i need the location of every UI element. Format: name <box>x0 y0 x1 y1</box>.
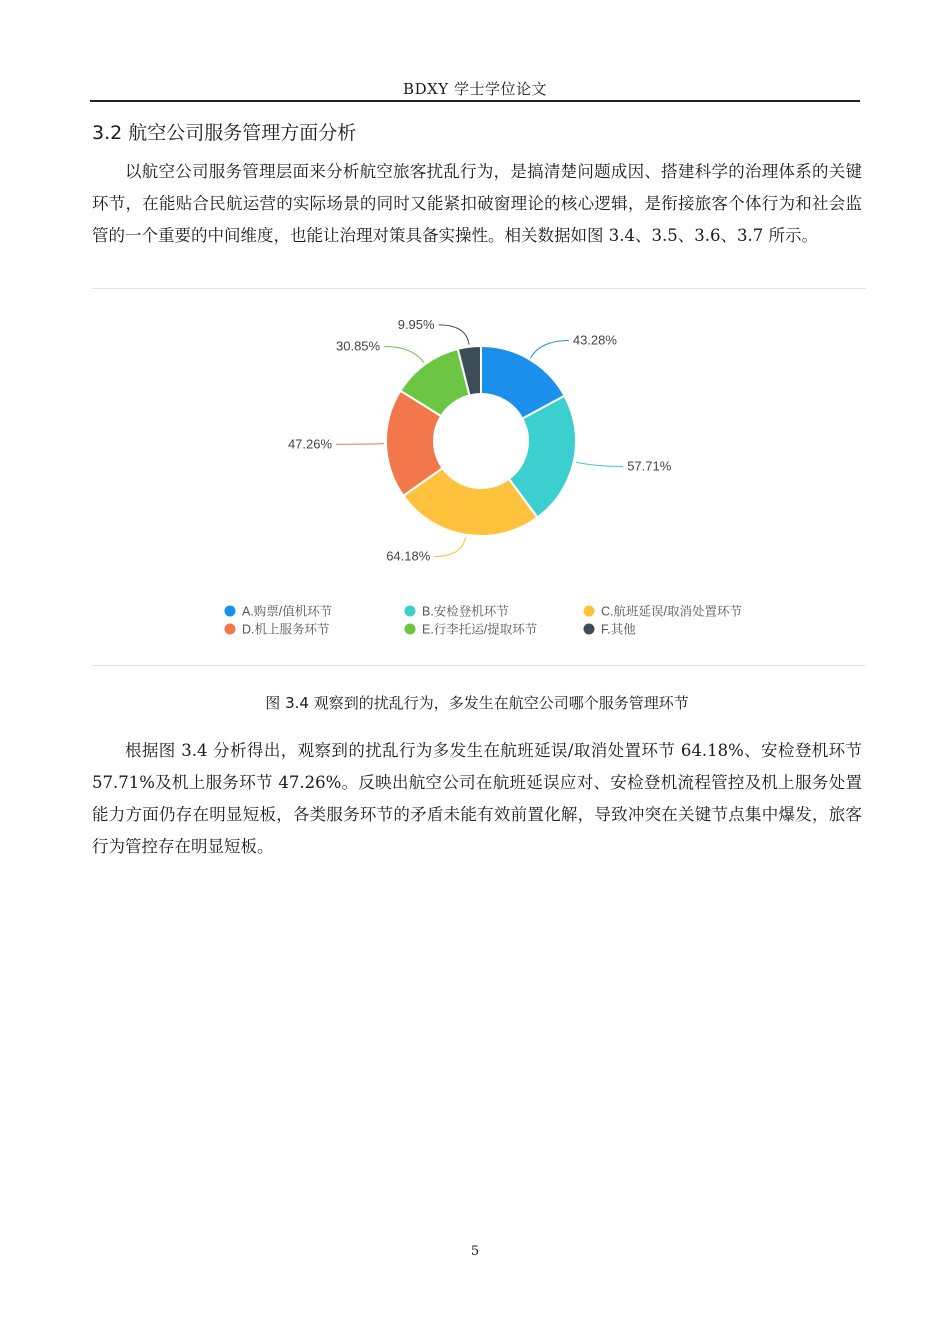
paragraph-intro: 以航空公司服务管理层面来分析航空旅客扰乱行为，是搞清楚问题成因、搭建科学的治理体系的关键环节，在能贴合民航运营的实际场景的同时又能紧扣破窗理论的核心逻辑，是衔接旅客个体行为和社会监管的一个重要的中间维度，也能让治理对策具备实操性。相关数据如图 3.4、3.5、3.6、3.7 所示。 <box>92 162 862 245</box>
donut-chart-svg <box>92 289 866 665</box>
legend-marker-c <box>584 606 595 617</box>
leader-line-a <box>531 340 569 357</box>
legend-label-f: F.其他 <box>601 622 636 637</box>
section-title: 3.2 航空公司服务管理方面分析 <box>92 122 357 144</box>
legend-marker-a <box>225 606 236 617</box>
donut-chart <box>92 288 866 666</box>
leader-line-e <box>384 346 424 362</box>
legend-label-e: E.行李托运/提取环节 <box>422 622 538 637</box>
slice-label-c: 64.18% <box>386 548 431 564</box>
page-number: 5 <box>470 1244 480 1259</box>
leader-line-c <box>434 537 465 557</box>
chart-legend <box>225 604 742 637</box>
slice-label-d: 47.26% <box>287 436 333 452</box>
leader-line-f <box>439 325 469 345</box>
paragraph-analysis: 根据图 3.4 分析得出，观察到的扰乱行为多发生在航班延误/取消处置环节 64.18%、安检登机环节 57.71%及机上服务环节 47.26%。反映出航空公司在航班延误应对、安检登机流程管控及机上服务处置能力方面仍存在明显短板，各类服务环节的矛盾未能有效前置化解，导致冲突在关键节点集中爆发，旅客行为管控存在明显短板。 <box>92 741 862 856</box>
leader-line-b <box>576 462 624 466</box>
legend-label-d: D.机上服务环节 <box>242 622 330 637</box>
legend-label-a: A.购票/值机环节 <box>242 604 333 619</box>
legend-label-c: C.航班延误/取消处置环节 <box>601 604 742 619</box>
legend-marker-d <box>225 624 236 635</box>
figure-caption: 图 3.4 观察到的扰乱行为，多发生在航空公司哪个服务管理环节 <box>265 694 689 712</box>
legend-marker-b <box>405 606 416 617</box>
leader-line-d <box>336 444 384 445</box>
slice-label-f: 9.95% <box>397 316 435 332</box>
slice-label-e: 30.85% <box>336 338 381 354</box>
slice-label-b: 57.71% <box>627 458 672 474</box>
chart-slices <box>386 346 576 536</box>
header-rule <box>90 100 860 102</box>
legend-marker-f <box>584 624 595 635</box>
legend-marker-e <box>405 624 416 635</box>
page-header: BDXY 学士学位论文 <box>403 80 547 98</box>
slice-label-a: 43.28% <box>572 332 617 348</box>
legend-label-b: B.安检登机环节 <box>422 604 509 619</box>
